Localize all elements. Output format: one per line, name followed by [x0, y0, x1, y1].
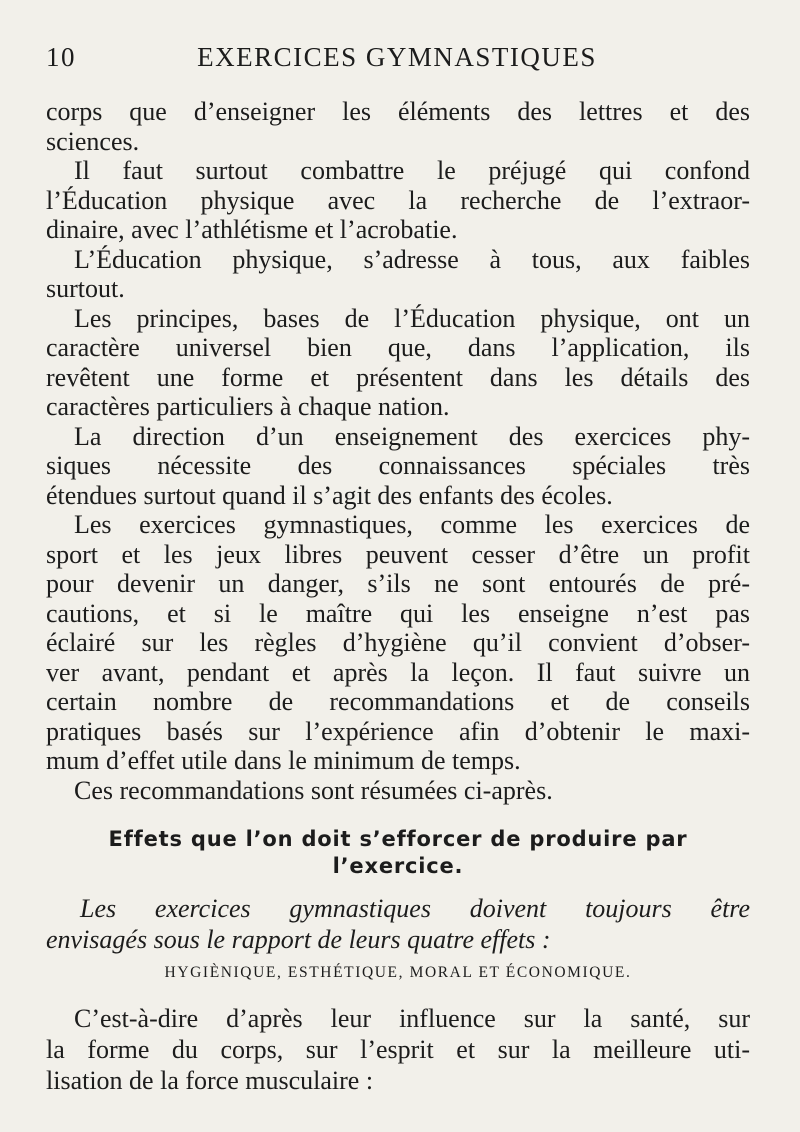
italic-line: envisagés sous le rapport de leurs quatre effets :	[46, 925, 551, 954]
text-line: La direction d’un enseignement des exercices phy-	[74, 421, 750, 451]
text-line: caractères particuliers à chaque nation.	[46, 392, 450, 421]
text-line: ver avant, pendant et après la leçon. Il faut suivre un	[46, 657, 750, 687]
paragraph	[46, 304, 750, 422]
text-line: mum d’effet utile dans le minimum de temps.	[46, 746, 521, 775]
italic-line: Les exercices gymnastiques doivent toujours être	[80, 894, 750, 923]
four-effects-list: HYGIÈNIQUE, ESTHÉTIQUE, MORAL ET ÉCONOMIQUE.	[164, 964, 632, 981]
section-heading-line: l’exercice.	[332, 854, 464, 878]
text-line: L’Éducation physique, s’adresse à tous, aux faibles	[74, 244, 750, 274]
text-line: la forme du corps, sur l’esprit et sur la meilleure uti-	[46, 1035, 750, 1064]
paragraph	[46, 245, 750, 304]
final-paragraph	[46, 1003, 750, 1096]
text-line: caractère universel bien que, dans l’application, ils	[46, 333, 750, 362]
text-line: sciences.	[46, 126, 140, 156]
body-text	[46, 97, 750, 805]
text-line: corps que d’enseigner les éléments des lettres et des	[46, 97, 750, 126]
text-line: Les principes, bases de l’Éducation physique, ont un	[74, 303, 750, 333]
text-line: surtout.	[46, 274, 125, 303]
text-line: éclairé sur les règles d’hygiène qu’il convient d’obser-	[46, 628, 750, 657]
section-heading-line: Effets que l’on doit s’efforcer de produire par	[108, 827, 688, 851]
running-header	[46, 36, 748, 76]
text-line: Il faut surtout combattre le préjugé qui confond	[74, 156, 750, 185]
text-line: lisation de la force musculaire :	[46, 1066, 374, 1095]
text-line: sport et les jeux libres peuvent cesser d’être un profit	[46, 539, 750, 569]
italic-paragraph	[46, 893, 750, 955]
text-line: C’est-à-dire d’après leur influence sur la santé, sur	[74, 1004, 750, 1033]
text-line: revêtent une forme et présentent dans les détails des	[46, 362, 750, 392]
text-line: l’Éducation physique avec la recherche de l’extraor-	[46, 185, 750, 215]
paragraph	[46, 97, 750, 156]
paragraph	[46, 776, 750, 806]
text-line: Les exercices gymnastiques, comme les exercices de	[74, 510, 750, 539]
paragraph	[46, 156, 750, 245]
text-line: étendues surtout quand il s’agit des enfants des écoles.	[46, 480, 613, 510]
text-line: siques nécessite des connaissances spéciales très	[46, 451, 750, 480]
paragraph	[46, 422, 750, 511]
paragraph	[46, 510, 750, 776]
text-line: pour devenir un danger, s’ils ne sont entourés de pré-	[46, 569, 750, 598]
text-line: pratiques basés sur l’expérience afin d’obtenir le maxi-	[46, 716, 750, 746]
text-line: dinaire, avec l’athlétisme et l’acrobatie.	[46, 215, 458, 244]
text-line: certain nombre de recommandations et de conseils	[46, 687, 750, 716]
section-heading	[46, 826, 750, 880]
running-title: EXERCICES GYMNASTIQUES	[197, 42, 597, 72]
page-number: 10	[46, 42, 76, 72]
text-line: cautions, et si le maître qui les enseigne n’est pas	[46, 598, 750, 628]
text-line: Ces recommandations sont résumées ci-après.	[74, 775, 553, 805]
